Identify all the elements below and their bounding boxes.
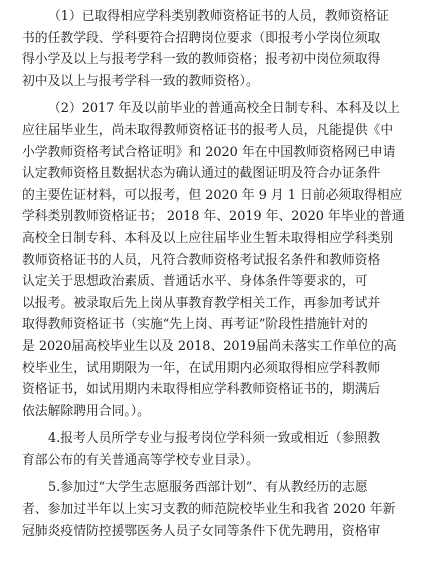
text-line: （1）已取得相应学科类别教师资格证书的人员，教师资格证 — [48, 9, 389, 24]
text-line: 依法解除聘用合同。）。 — [22, 403, 150, 419]
text-line: 育部公布的有关普通高等学校专业目录）。 — [22, 452, 259, 468]
text-line: 书的任教学段、学科要符合招聘岗位要求（即报考小学岗位须取 — [22, 30, 381, 46]
text-line: 高校全日制专科、本科及以上应往届毕业生暂未取得相应学科类别 — [22, 230, 394, 246]
text-line: 认定关于思想政治素质、普通话水平、身体条件等要求的，可 — [22, 274, 368, 290]
text-line: 资格证书，如试用期内未取得相应学科教师资格证书的，期满后 — [22, 382, 381, 398]
paragraph-graduates-without-certificate — [22, 98, 419, 422]
text-line: 的主要佐证材料，可以报考，但 2020 年 9 月 1 日前必须取得相应 — [22, 187, 403, 203]
paragraph-qualification-holders — [22, 6, 419, 92]
text-line: 者、参加过半年以上实习支教的师范院校毕业生和我省 2020 年新 — [22, 502, 396, 518]
text-line: 学科类别教师资格证书； 2018 年、2019 年、2020 年毕业的普通 — [22, 209, 405, 225]
text-line: 4.报考人员所学专业与报考岗位学科须一致或相近（参照教 — [48, 431, 381, 447]
text-line: 校毕业生，试用期限为一年，在试用期内必须取得相应学科教师 — [22, 360, 381, 376]
text-line: （2）2017 年及以前毕业的普通高校全日制专科、本科及以上 — [48, 101, 400, 117]
text-line: 应往届毕业生，尚未取得教师资格证书的报考人员，凡能提供《中 — [22, 122, 394, 138]
text-line: 教师资格证书的人员，凡符合教师资格考试报名条件和教师资格 — [22, 252, 381, 268]
paragraph-priority-hiring — [22, 477, 419, 542]
text-line: 5.参加过“大学生志愿服务西部计划”、有从教经历的志愿 — [48, 480, 368, 496]
text-line: 小学教师资格考试合格证明》和 2020 年在中国教师资格网已申请 — [22, 144, 396, 160]
text-line: 得小学及以上与报考学科一致的教师资格；报考初中岗位须取得 — [22, 52, 381, 68]
text-line: 是 2020届高校毕业生以及 2018、2019届尚未落实工作单位的高 — [22, 338, 397, 354]
text-line: 冠肺炎疫情防控援鄂医务人员子女同等条件下优先聘用，资格审 — [22, 523, 381, 539]
text-line: 以报考。被录取后先上岗从事教育教学相关工作，再参加考试并 — [22, 295, 381, 311]
paragraph-major-requirement — [22, 428, 419, 471]
text-line: 认定教师资格且数据状态为确认通过的截图证明及符合办证条件 — [22, 166, 381, 182]
text-line: 初中及以上与报考学科一致的教师资格）。 — [22, 73, 259, 89]
text-line: 取得教师资格证书（实施“先上岗、再考证”阶段性措施针对的 — [22, 317, 368, 333]
